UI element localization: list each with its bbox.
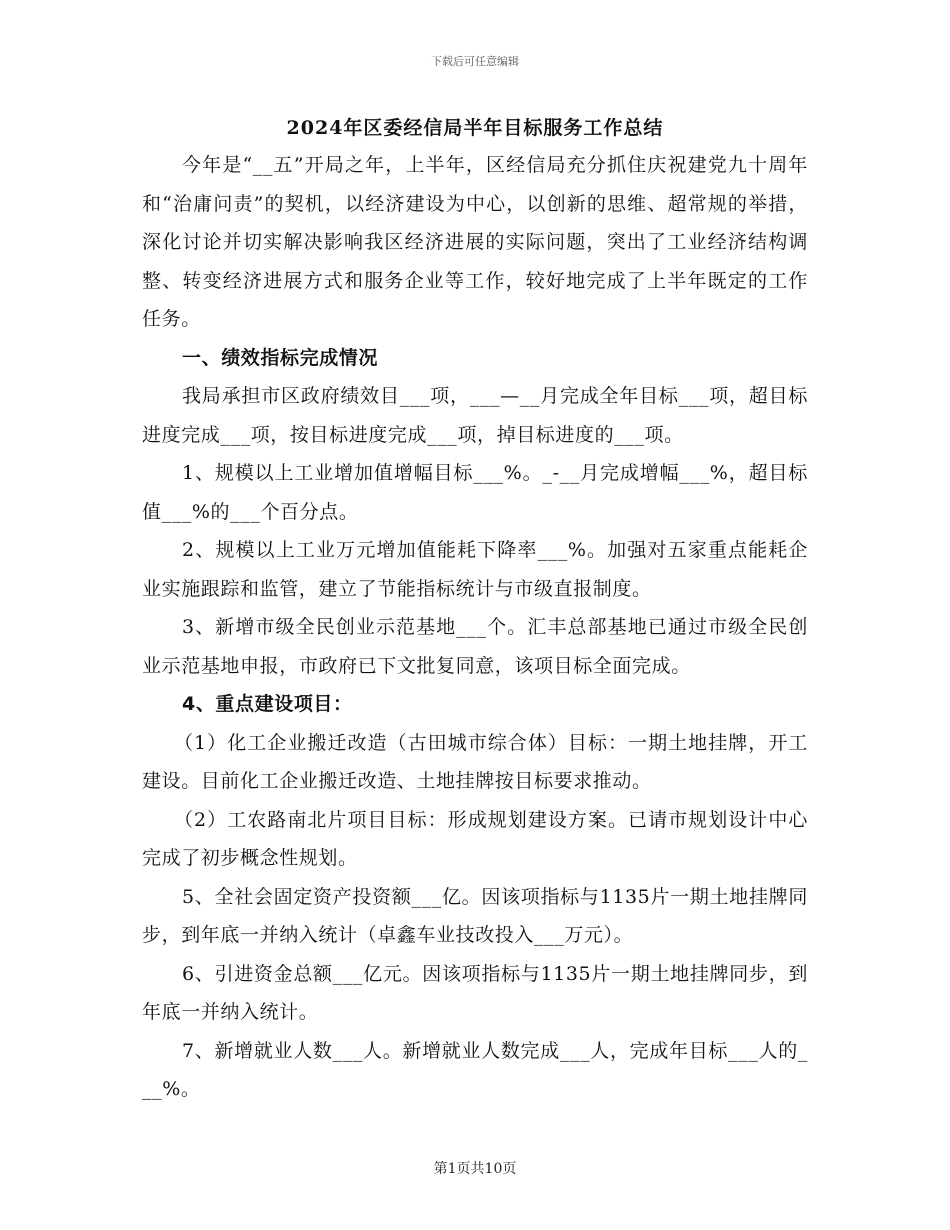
paragraph-targets: 我局承担市区政府绩效目___项，___—__月完成全年目标___项，超目标进度完成___项，按目标进度完成___项，掉目标进度的___项。 — [142, 385, 808, 446]
paragraph-item-1: 1、规模以上工业增加值增幅目标___%。_-__月完成增幅___%，超目标值___%的___个百分点。 — [142, 462, 808, 523]
intro-paragraph: 今年是“__五”开局之年，上半年，区经信局充分抓住庆祝建党九十周年和“治庸问责”的契机，以经济建设为中心，以创新的思维、超常规的举措，深化讨论并切实解决影响我区经济进展的实际问题，突出了工业经济结构调整、转变经济进展方式和服务企业等工作，较好地完成了上半年既定的工作任务。 — [142, 154, 808, 330]
paragraph-item-6: 6、引进资金总额___亿元。因该项指标与1135片一期土地挂牌同步，到年底一并纳入统计。 — [142, 962, 808, 1023]
document-body — [142, 146, 808, 1109]
paragraph-item-7: 7、新增就业人数___人。新增就业人数完成___人，完成年目标___人的___%。 — [142, 1039, 808, 1100]
document-title: 2024年区委经信局半年目标服务工作总结 — [286, 117, 664, 139]
section-heading-projects: 4、重点建设项目： — [182, 693, 353, 715]
paragraph-item-3: 3、新增市级全民创业示范基地___个。汇丰总部基地已通过市级全民创业示范基地申报，市政府已下文批复同意，该项目标全面完成。 — [142, 616, 808, 677]
paragraph-item-5: 5、全社会固定资产投资额___亿。因该项指标与1135片一期土地挂牌同步，到年底一并纳入统计（卓鑫车业技改投入___万元）。 — [142, 885, 808, 946]
section-heading-performance: 一、绩效指标完成情况 — [182, 346, 379, 369]
paragraph-project-2: （2）工农路南北片项目目标：形成规划建设方案。已请市规划设计中心完成了初步概念性规划。 — [142, 808, 808, 869]
page-number: 第1页共10页 — [433, 1161, 517, 1177]
header-note: 下载后可任意编辑 — [431, 55, 519, 68]
paragraph-item-2: 2、规模以上工业万元增加值能耗下降率___%。加强对五家重点能耗企业实施跟踪和监管，建立了节能指标统计与市级直报制度。 — [142, 539, 808, 600]
paragraph-project-1: （1）化工企业搬迁改造（古田城市综合体）目标：一期土地挂牌，开工建设。目前化工企业搬迁改造、土地挂牌按目标要求推动。 — [142, 731, 808, 792]
